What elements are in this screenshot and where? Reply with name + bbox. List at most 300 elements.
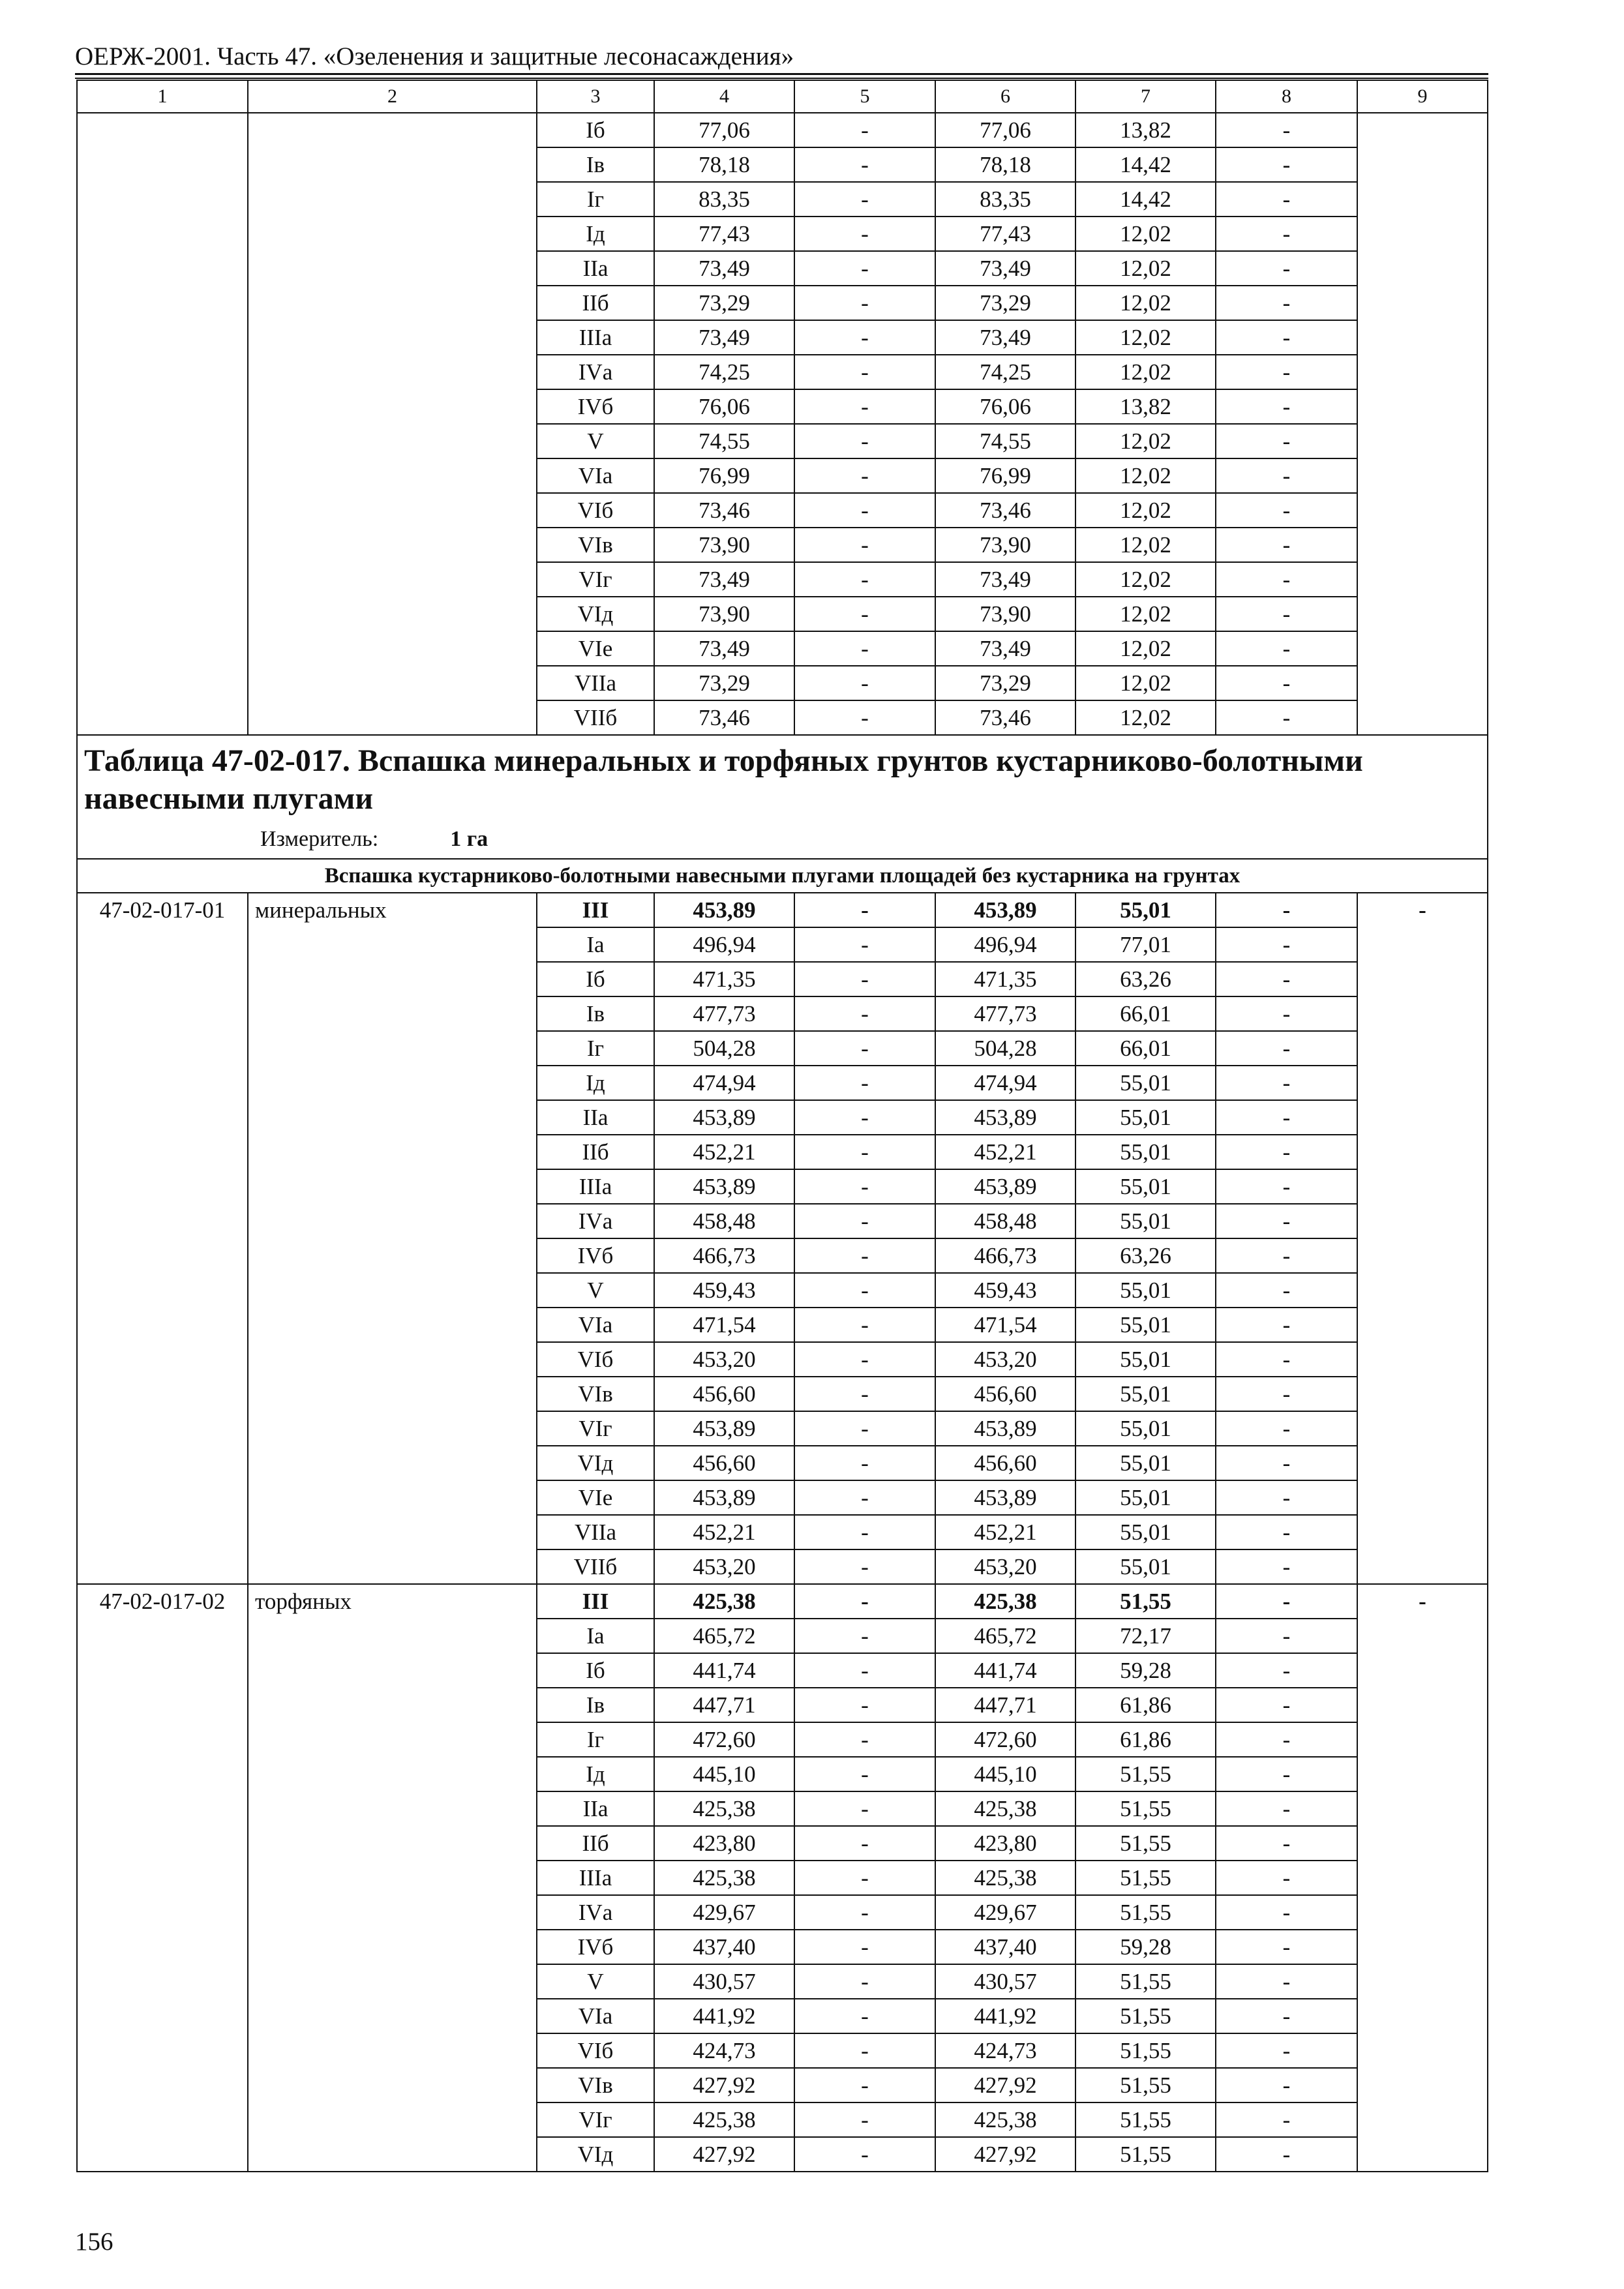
operator-wage-cell: 55,01	[1075, 1411, 1216, 1446]
extra-cell: -	[1357, 1584, 1488, 2172]
operator-wage-cell: 12,02	[1075, 666, 1216, 700]
operator-wage-cell: 12,02	[1075, 286, 1216, 320]
total-cost-cell: 73,46	[654, 700, 794, 735]
machine-cost-cell: 471,54	[935, 1308, 1075, 1342]
total-cost-cell: 453,89	[654, 1480, 794, 1515]
soil-group-cell: VIе	[537, 1480, 654, 1515]
machine-cost-cell: 447,71	[935, 1688, 1075, 1722]
wage-cost-cell: -	[794, 1861, 935, 1895]
machine-cost-cell: 453,89	[935, 893, 1075, 927]
soil-group-cell: Iд	[537, 217, 654, 251]
operator-wage-cell: 12,02	[1075, 251, 1216, 286]
soil-group-cell: Iб	[537, 113, 654, 147]
wage-cost-cell: -	[794, 1169, 935, 1204]
wage-cost-cell: -	[794, 1549, 935, 1584]
material-cost-cell: -	[1216, 424, 1357, 458]
material-cost-cell: -	[1216, 1342, 1357, 1377]
machine-cost-cell: 73,90	[935, 528, 1075, 562]
name-cell: минеральных	[248, 893, 537, 1584]
material-cost-cell: -	[1216, 2033, 1357, 2068]
section-title: Вспашка кустарниково-болотными навесными плугами площадей без кустарника на грунтах	[77, 859, 1488, 893]
operator-wage-cell: 55,01	[1075, 1308, 1216, 1342]
wage-cost-cell: -	[794, 2068, 935, 2102]
machine-cost-cell: 73,46	[935, 493, 1075, 528]
material-cost-cell: -	[1216, 1826, 1357, 1861]
machine-cost-cell: 452,21	[935, 1515, 1075, 1549]
material-cost-cell: -	[1216, 631, 1357, 666]
material-cost-cell: -	[1216, 1238, 1357, 1273]
material-cost-cell: -	[1216, 1446, 1357, 1480]
material-cost-cell: -	[1216, 1757, 1357, 1791]
machine-cost-cell: 77,43	[935, 217, 1075, 251]
material-cost-cell: -	[1216, 389, 1357, 424]
soil-group-cell: Iа	[537, 927, 654, 962]
operator-wage-cell: 51,55	[1075, 1826, 1216, 1861]
machine-cost-cell: 83,35	[935, 182, 1075, 217]
operator-wage-cell: 51,55	[1075, 2068, 1216, 2102]
operator-wage-cell: 55,01	[1075, 1273, 1216, 1308]
operator-wage-cell: 13,82	[1075, 113, 1216, 147]
soil-group-cell: VIд	[537, 2137, 654, 2172]
material-cost-cell: -	[1216, 1031, 1357, 1066]
machine-cost-cell: 73,49	[935, 631, 1075, 666]
soil-group-cell: IVа	[537, 355, 654, 389]
soil-group-cell: Iа	[537, 1619, 654, 1653]
wage-cost-cell: -	[794, 1757, 935, 1791]
operator-wage-cell: 55,01	[1075, 1480, 1216, 1515]
wage-cost-cell: -	[794, 2102, 935, 2137]
operator-wage-cell: 55,01	[1075, 1549, 1216, 1584]
total-cost-cell: 453,89	[654, 1100, 794, 1135]
wage-cost-cell: -	[794, 893, 935, 927]
machine-cost-cell: 427,92	[935, 2137, 1075, 2172]
operator-wage-cell: 51,55	[1075, 2102, 1216, 2137]
total-cost-cell: 453,20	[654, 1342, 794, 1377]
material-cost-cell: -	[1216, 700, 1357, 735]
operator-wage-cell: 12,02	[1075, 562, 1216, 597]
material-cost-cell: -	[1216, 1964, 1357, 1999]
total-cost-cell: 466,73	[654, 1238, 794, 1273]
operator-wage-cell: 59,28	[1075, 1653, 1216, 1688]
machine-cost-cell: 78,18	[935, 147, 1075, 182]
operator-wage-cell: 55,01	[1075, 1066, 1216, 1100]
total-cost-cell: 437,40	[654, 1930, 794, 1964]
operator-wage-cell: 63,26	[1075, 1238, 1216, 1273]
wage-cost-cell: -	[794, 996, 935, 1031]
material-cost-cell: -	[1216, 1204, 1357, 1238]
material-cost-cell: -	[1216, 1584, 1357, 1619]
soil-group-cell: IIIа	[537, 1169, 654, 1204]
machine-cost-cell: 74,25	[935, 355, 1075, 389]
material-cost-cell: -	[1216, 1791, 1357, 1826]
total-cost-cell: 441,92	[654, 1999, 794, 2033]
wage-cost-cell: -	[794, 631, 935, 666]
total-cost-cell: 74,55	[654, 424, 794, 458]
machine-cost-cell: 471,35	[935, 962, 1075, 996]
total-cost-cell: 77,06	[654, 113, 794, 147]
wage-cost-cell: -	[794, 1653, 935, 1688]
total-cost-cell: 453,89	[654, 1169, 794, 1204]
soil-group-cell: VIб	[537, 1342, 654, 1377]
soil-group-cell: VIе	[537, 631, 654, 666]
operator-wage-cell: 12,02	[1075, 217, 1216, 251]
material-cost-cell: -	[1216, 893, 1357, 927]
soil-group-cell: VIIа	[537, 666, 654, 700]
machine-cost-cell: 73,29	[935, 666, 1075, 700]
operator-wage-cell: 12,02	[1075, 355, 1216, 389]
soil-group-cell: VIд	[537, 597, 654, 631]
material-cost-cell: -	[1216, 2068, 1357, 2102]
soil-group-cell: Iб	[537, 962, 654, 996]
wage-cost-cell: -	[794, 927, 935, 962]
total-cost-cell: 474,94	[654, 1066, 794, 1100]
column-number: 9	[1357, 80, 1488, 113]
machine-cost-cell: 76,99	[935, 458, 1075, 493]
total-cost-cell: 447,71	[654, 1688, 794, 1722]
total-cost-cell: 459,43	[654, 1273, 794, 1308]
soil-group-cell: V	[537, 1273, 654, 1308]
wage-cost-cell: -	[794, 286, 935, 320]
table-row	[77, 113, 1488, 147]
total-cost-cell: 77,43	[654, 217, 794, 251]
material-cost-cell: -	[1216, 1411, 1357, 1446]
wage-cost-cell: -	[794, 424, 935, 458]
measure-label: Измеритель:	[260, 827, 379, 851]
soil-group-cell: IIа	[537, 251, 654, 286]
wage-cost-cell: -	[794, 493, 935, 528]
material-cost-cell: -	[1216, 217, 1357, 251]
wage-cost-cell: -	[794, 562, 935, 597]
material-cost-cell: -	[1216, 962, 1357, 996]
machine-cost-cell: 429,67	[935, 1895, 1075, 1930]
total-cost-cell: 441,74	[654, 1653, 794, 1688]
material-cost-cell: -	[1216, 1377, 1357, 1411]
wage-cost-cell: -	[794, 1031, 935, 1066]
operator-wage-cell: 51,55	[1075, 2137, 1216, 2172]
soil-group-cell: VIд	[537, 1446, 654, 1480]
soil-group-cell: VIг	[537, 1411, 654, 1446]
total-cost-cell: 472,60	[654, 1722, 794, 1757]
name-cell	[248, 113, 537, 735]
name-cell: торфяных	[248, 1584, 537, 2172]
wage-cost-cell: -	[794, 1722, 935, 1757]
operator-wage-cell: 12,02	[1075, 424, 1216, 458]
operator-wage-cell: 12,02	[1075, 493, 1216, 528]
material-cost-cell: -	[1216, 113, 1357, 147]
soil-group-cell: VIб	[537, 2033, 654, 2068]
wage-cost-cell: -	[794, 1480, 935, 1515]
soil-group-cell: Iв	[537, 996, 654, 1031]
soil-group-cell: III	[537, 1584, 654, 1619]
wage-cost-cell: -	[794, 251, 935, 286]
column-number: 7	[1075, 80, 1216, 113]
soil-group-cell: VIг	[537, 562, 654, 597]
total-cost-cell: 453,89	[654, 893, 794, 927]
extra-cell	[1357, 113, 1488, 735]
machine-cost-cell: 73,49	[935, 251, 1075, 286]
material-cost-cell: -	[1216, 286, 1357, 320]
total-cost-cell: 427,92	[654, 2068, 794, 2102]
operator-wage-cell: 72,17	[1075, 1619, 1216, 1653]
material-cost-cell: -	[1216, 2102, 1357, 2137]
operator-wage-cell: 55,01	[1075, 1377, 1216, 1411]
operator-wage-cell: 14,42	[1075, 147, 1216, 182]
total-cost-cell: 424,73	[654, 2033, 794, 2068]
code-cell: 47-02-017-01	[77, 893, 248, 1584]
material-cost-cell: -	[1216, 1619, 1357, 1653]
material-cost-cell: -	[1216, 1515, 1357, 1549]
machine-cost-cell: 76,06	[935, 389, 1075, 424]
total-cost-cell: 73,90	[654, 597, 794, 631]
operator-wage-cell: 14,42	[1075, 182, 1216, 217]
machine-cost-cell: 424,73	[935, 2033, 1075, 2068]
wage-cost-cell: -	[794, 1999, 935, 2033]
total-cost-cell: 430,57	[654, 1964, 794, 1999]
wage-cost-cell: -	[794, 1584, 935, 1619]
machine-cost-cell: 425,38	[935, 2102, 1075, 2137]
total-cost-cell: 477,73	[654, 996, 794, 1031]
column-number-row	[77, 80, 1488, 113]
table-title: Таблица 47-02-017. Вспашка минеральных и торфяных грунтов кустарниково-болотными навесными плугами	[84, 743, 1363, 816]
wage-cost-cell: -	[794, 458, 935, 493]
soil-group-cell: Iб	[537, 1653, 654, 1688]
total-cost-cell: 452,21	[654, 1515, 794, 1549]
material-cost-cell: -	[1216, 458, 1357, 493]
material-cost-cell: -	[1216, 1308, 1357, 1342]
operator-wage-cell: 51,55	[1075, 1791, 1216, 1826]
wage-cost-cell: -	[794, 182, 935, 217]
wage-cost-cell: -	[794, 2137, 935, 2172]
soil-group-cell: IIIа	[537, 320, 654, 355]
material-cost-cell: -	[1216, 1895, 1357, 1930]
column-number: 2	[248, 80, 537, 113]
code-cell	[77, 113, 248, 735]
soil-group-cell: V	[537, 424, 654, 458]
wage-cost-cell: -	[794, 1411, 935, 1446]
wage-cost-cell: -	[794, 1895, 935, 1930]
soil-group-cell: IIб	[537, 1135, 654, 1169]
total-cost-cell: 427,92	[654, 2137, 794, 2172]
material-cost-cell: -	[1216, 1100, 1357, 1135]
soil-group-cell: IVа	[537, 1895, 654, 1930]
page-header: ОЕРЖ-2001. Часть 47. «Озеленения и защитные лесонасаждения»	[75, 42, 794, 70]
operator-wage-cell: 55,01	[1075, 1446, 1216, 1480]
material-cost-cell: -	[1216, 666, 1357, 700]
code-cell: 47-02-017-02	[77, 1584, 248, 2172]
machine-cost-cell: 456,60	[935, 1446, 1075, 1480]
total-cost-cell: 471,54	[654, 1308, 794, 1342]
total-cost-cell: 73,49	[654, 631, 794, 666]
machine-cost-cell: 456,60	[935, 1377, 1075, 1411]
machine-cost-cell: 453,89	[935, 1100, 1075, 1135]
machine-cost-cell: 425,38	[935, 1791, 1075, 1826]
machine-cost-cell: 453,20	[935, 1549, 1075, 1584]
operator-wage-cell: 51,55	[1075, 2033, 1216, 2068]
total-cost-cell: 73,46	[654, 493, 794, 528]
operator-wage-cell: 61,86	[1075, 1722, 1216, 1757]
machine-cost-cell: 441,74	[935, 1653, 1075, 1688]
total-cost-cell: 423,80	[654, 1826, 794, 1861]
material-cost-cell: -	[1216, 1861, 1357, 1895]
operator-wage-cell: 55,01	[1075, 1135, 1216, 1169]
total-cost-cell: 496,94	[654, 927, 794, 962]
material-cost-cell: -	[1216, 562, 1357, 597]
machine-cost-cell: 425,38	[935, 1861, 1075, 1895]
operator-wage-cell: 55,01	[1075, 1169, 1216, 1204]
soil-group-cell: IIа	[537, 1100, 654, 1135]
total-cost-cell: 456,60	[654, 1446, 794, 1480]
material-cost-cell: -	[1216, 597, 1357, 631]
material-cost-cell: -	[1216, 251, 1357, 286]
machine-cost-cell: 458,48	[935, 1204, 1075, 1238]
soil-group-cell: Iг	[537, 1031, 654, 1066]
soil-group-cell: V	[537, 1964, 654, 1999]
wage-cost-cell: -	[794, 320, 935, 355]
machine-cost-cell: 77,06	[935, 113, 1075, 147]
total-cost-cell: 425,38	[654, 1861, 794, 1895]
total-cost-cell: 471,35	[654, 962, 794, 996]
machine-cost-cell: 425,38	[935, 1584, 1075, 1619]
table-row	[77, 1584, 1488, 1619]
soil-group-cell: IVа	[537, 1204, 654, 1238]
material-cost-cell: -	[1216, 147, 1357, 182]
operator-wage-cell: 51,55	[1075, 1757, 1216, 1791]
wage-cost-cell: -	[794, 147, 935, 182]
total-cost-cell: 425,38	[654, 1791, 794, 1826]
wage-cost-cell: -	[794, 1100, 935, 1135]
operator-wage-cell: 55,01	[1075, 1515, 1216, 1549]
machine-cost-cell: 453,89	[935, 1480, 1075, 1515]
operator-wage-cell: 55,01	[1075, 1204, 1216, 1238]
column-number: 6	[935, 80, 1075, 113]
soil-group-cell: VIб	[537, 493, 654, 528]
operator-wage-cell: 12,02	[1075, 597, 1216, 631]
soil-group-cell: VIа	[537, 458, 654, 493]
table-title-row	[77, 735, 1488, 859]
wage-cost-cell: -	[794, 1688, 935, 1722]
wage-cost-cell: -	[794, 113, 935, 147]
page-number: 156	[75, 2228, 113, 2256]
total-cost-cell: 465,72	[654, 1619, 794, 1653]
machine-cost-cell: 437,40	[935, 1930, 1075, 1964]
operator-wage-cell: 55,01	[1075, 893, 1216, 927]
machine-cost-cell: 477,73	[935, 996, 1075, 1031]
soil-group-cell: IIб	[537, 286, 654, 320]
material-cost-cell: -	[1216, 1135, 1357, 1169]
machine-cost-cell: 73,46	[935, 700, 1075, 735]
soil-group-cell: Iв	[537, 147, 654, 182]
wage-cost-cell: -	[794, 528, 935, 562]
operator-wage-cell: 61,86	[1075, 1688, 1216, 1722]
soil-group-cell: Iв	[537, 1688, 654, 1722]
operator-wage-cell: 77,01	[1075, 927, 1216, 962]
soil-group-cell: VIв	[537, 1377, 654, 1411]
total-cost-cell: 73,29	[654, 666, 794, 700]
wage-cost-cell: -	[794, 700, 935, 735]
soil-group-cell: IVб	[537, 389, 654, 424]
total-cost-cell: 73,49	[654, 251, 794, 286]
material-cost-cell: -	[1216, 1930, 1357, 1964]
material-cost-cell: -	[1216, 1066, 1357, 1100]
soil-group-cell: VIв	[537, 528, 654, 562]
total-cost-cell: 456,60	[654, 1377, 794, 1411]
wage-cost-cell: -	[794, 1204, 935, 1238]
operator-wage-cell: 13,82	[1075, 389, 1216, 424]
material-cost-cell: -	[1216, 320, 1357, 355]
soil-group-cell: IVб	[537, 1930, 654, 1964]
wage-cost-cell: -	[794, 1930, 935, 1964]
operator-wage-cell: 59,28	[1075, 1930, 1216, 1964]
machine-cost-cell: 73,49	[935, 562, 1075, 597]
total-cost-cell: 453,89	[654, 1411, 794, 1446]
total-cost-cell: 429,67	[654, 1895, 794, 1930]
material-cost-cell: -	[1216, 182, 1357, 217]
machine-cost-cell: 453,89	[935, 1169, 1075, 1204]
wage-cost-cell: -	[794, 1515, 935, 1549]
soil-group-cell: Iд	[537, 1066, 654, 1100]
total-cost-cell: 425,38	[654, 2102, 794, 2137]
machine-cost-cell: 423,80	[935, 1826, 1075, 1861]
operator-wage-cell: 63,26	[1075, 962, 1216, 996]
rates-table	[76, 80, 1488, 2172]
total-cost-cell: 76,99	[654, 458, 794, 493]
total-cost-cell: 76,06	[654, 389, 794, 424]
total-cost-cell: 445,10	[654, 1757, 794, 1791]
total-cost-cell: 78,18	[654, 147, 794, 182]
wage-cost-cell: -	[794, 389, 935, 424]
operator-wage-cell: 51,55	[1075, 1861, 1216, 1895]
operator-wage-cell: 51,55	[1075, 1895, 1216, 1930]
machine-cost-cell: 430,57	[935, 1964, 1075, 1999]
soil-group-cell: IIIа	[537, 1861, 654, 1895]
soil-group-cell: VIа	[537, 1999, 654, 2033]
material-cost-cell: -	[1216, 1653, 1357, 1688]
operator-wage-cell: 12,02	[1075, 458, 1216, 493]
wage-cost-cell: -	[794, 1135, 935, 1169]
operator-wage-cell: 55,01	[1075, 1100, 1216, 1135]
soil-group-cell: Iг	[537, 1722, 654, 1757]
wage-cost-cell: -	[794, 666, 935, 700]
operator-wage-cell: 12,02	[1075, 631, 1216, 666]
soil-group-cell: VIа	[537, 1308, 654, 1342]
total-cost-cell: 452,21	[654, 1135, 794, 1169]
material-cost-cell: -	[1216, 493, 1357, 528]
machine-cost-cell: 427,92	[935, 2068, 1075, 2102]
header-rule-thin	[75, 78, 1488, 79]
total-cost-cell: 73,90	[654, 528, 794, 562]
wage-cost-cell: -	[794, 1342, 935, 1377]
machine-cost-cell: 73,29	[935, 286, 1075, 320]
total-cost-cell: 73,49	[654, 320, 794, 355]
machine-cost-cell: 465,72	[935, 1619, 1075, 1653]
soil-group-cell: Iд	[537, 1757, 654, 1791]
machine-cost-cell: 74,55	[935, 424, 1075, 458]
wage-cost-cell: -	[794, 1377, 935, 1411]
machine-cost-cell: 466,73	[935, 1238, 1075, 1273]
wage-cost-cell: -	[794, 1238, 935, 1273]
wage-cost-cell: -	[794, 1066, 935, 1100]
operator-wage-cell: 12,02	[1075, 528, 1216, 562]
total-cost-cell: 453,20	[654, 1549, 794, 1584]
wage-cost-cell: -	[794, 962, 935, 996]
machine-cost-cell: 472,60	[935, 1722, 1075, 1757]
material-cost-cell: -	[1216, 1999, 1357, 2033]
soil-group-cell: III	[537, 893, 654, 927]
wage-cost-cell: -	[794, 217, 935, 251]
column-number: 3	[537, 80, 654, 113]
machine-cost-cell: 73,90	[935, 597, 1075, 631]
soil-group-cell: VIв	[537, 2068, 654, 2102]
